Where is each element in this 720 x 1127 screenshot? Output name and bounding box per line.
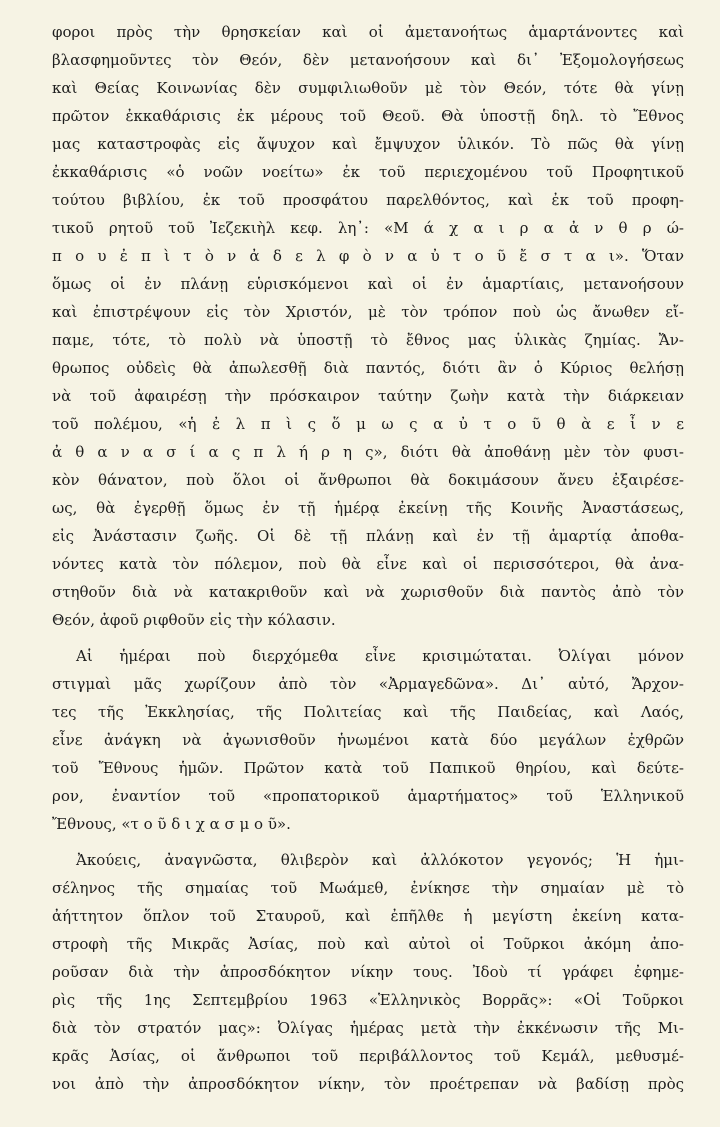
text-line: ροῦσαν διὰ τὴν ἀπροσδόκητον νίκην τους. Ἰδοὺ τί γράφει ἐφημε-	[52, 963, 684, 981]
text-line: ὅμως οἱ ἐν πλάνῃ εὑρισκόμενοι καὶ οἱ ἐν ἁμαρτίαις, μετανοήσουν	[52, 275, 684, 293]
text-line: βλασφημοῦντες τὸν Θεόν, δὲν μετανοήσουν καὶ δι᾽ Ἐξομολογήσεως	[52, 51, 684, 69]
text-line: θρωπος οὐδεὶς θὰ ἀπωλεσθῇ διὰ παντός, διότι ἂν ὁ Κύριος θελήσῃ	[52, 359, 684, 377]
text-line: κὸν θάνατον, ποὺ ὅλοι οἱ ἄνθρωποι θὰ δοκιμάσουν ἄνευ ἐξαιρέσε-	[52, 471, 684, 489]
text-line: διὰ τὸν στρατόν μας»: Ὀλίγας ἡμέρας μετὰ τὴν ἐκκένωσιν τῆς Μι-	[52, 1019, 684, 1037]
text-line: εἰς Ἀνάστασιν ζωῆς. Οἱ δὲ τῇ πλάνῃ καὶ ἐν τῇ ἁμαρτίᾳ ἀποθα-	[52, 527, 684, 545]
paragraph-gap	[52, 838, 684, 846]
text-line: ρον, ἐναντίον τοῦ «προπατορικοῦ ἁμαρτήματος» τοῦ Ἑλληνικοῦ	[52, 787, 684, 805]
text-line: ἐκκαθάρισις «ὁ νοῶν νοείτω» ἐκ τοῦ περιεχομένου τοῦ Προφητικοῦ	[52, 163, 684, 181]
paragraph	[52, 18, 684, 634]
text-line: Θεόν, ἀφοῦ ριφθοῦν εἰς τὴν κόλασιν.	[52, 611, 336, 629]
text-line: τικοῦ ρητοῦ τοῦ Ἰεζεκιὴλ κεφ. λη᾽: «Μ ά χ α ι ρ α ἀ ν θ ρ ώ-	[52, 219, 684, 237]
paragraph	[52, 642, 684, 838]
text-line: ἀ θ α ν α σ ί α ς π λ ή ρ η ς», διότι θὰ ἀποθάνῃ μὲν τὸν φυσι-	[52, 443, 684, 461]
text-line: τούτου βιβλίου, ἐκ τοῦ προσφάτου παρελθόντος, καὶ ἐκ τοῦ προφη-	[52, 191, 684, 209]
text-line: σέληνος τῆς σημαίας τοῦ Μωάμεθ, ἐνίκησε τὴν σημαίαν μὲ τὸ	[52, 879, 684, 897]
paragraph-gap	[52, 634, 684, 642]
text-line: Ἔθνους, «τ ο ῦ δ ι χ α σ μ ο ῦ».	[52, 815, 291, 833]
text-line: τοῦ Ἔθνους ἡμῶν. Πρῶτον κατὰ τοῦ Παπικοῦ θηρίου, καὶ δεύτε-	[52, 759, 684, 777]
text-line: καὶ ἐπιστρέψουν εἰς τὸν Χριστόν, μὲ τὸν τρόπον ποὺ ὡς ἄνωθεν εἴ-	[52, 303, 684, 321]
text-line: τοῦ πολέμου, «ἡ ἐ λ π ὶ ς ὅ μ ω ς α ὐ τ ο ῦ θ ὰ ε ἶ ν ε	[52, 415, 684, 433]
text-line: ἀήττητον ὅπλον τοῦ Σταυροῦ, καὶ ἐπῆλθε ἡ μεγίστη ἐκείνη κατα-	[52, 907, 684, 925]
text-line: ρὶς τῆς 1ης Σεπτεμβρίου 1963 «Ἑλληνικὸς Βορρᾶς»: «Οἱ Τοῦρκοι	[52, 991, 684, 1009]
text-line: κρᾶς Ἀσίας, οἱ ἄνθρωποι τοῦ περιβάλλοντος τοῦ Κεμάλ, μεθυσμέ-	[52, 1047, 684, 1065]
text-line: νοι ἀπὸ τὴν ἀπροσδόκητον νίκην, τὸν προέτρεπαν νὰ βαδίσῃ πρὸς	[52, 1075, 684, 1093]
text-line: Αἱ ἡμέραι ποὺ διερχόμεθα εἶνε κρισιμώταται. Ὀλίγαι μόνον	[76, 647, 684, 665]
text-line: φοροι πρὸς τὴν θρησκείαν καὶ οἱ ἀμετανοήτως ἁμαρτάνοντες καὶ	[52, 23, 684, 41]
text-line: παμε, τότε, τὸ πολὺ νὰ ὑποστῇ τὸ ἔθνος μας ὑλικὰς ζημίας. Ἄν-	[52, 331, 684, 349]
text-line: στιγμαὶ μᾶς χωρίζουν ἀπὸ τὸν «Ἀρμαγεδῶνα». Δι᾽ αὐτό, Ἄρχον-	[52, 675, 684, 693]
text-line: τες τῆς Ἐκκλησίας, τῆς Πολιτείας καὶ τῆς Παιδείας, καὶ Λαός,	[52, 703, 684, 721]
text-line: εἶνε ἀνάγκη νὰ ἀγωνισθοῦν ἡνωμένοι κατὰ δύο μεγάλων ἐχθρῶν	[52, 731, 684, 749]
text-line: νὰ τοῦ ἀφαιρέσῃ τὴν πρόσκαιρον ταύτην ζωὴν κατὰ τὴν διάρκειαν	[52, 387, 684, 405]
text-line: Ἀκούεις, ἀναγνῶστα, θλιβερὸν καὶ ἀλλόκοτον γεγονός; Ἡ ἡμι-	[76, 851, 684, 869]
text-line: στηθοῦν διὰ νὰ κατακριθοῦν καὶ νὰ χωρισθοῦν διὰ παντὸς ἀπὸ τὸν	[52, 583, 684, 601]
body-text	[52, 18, 684, 1098]
text-line: π ο υ ἐ π ὶ τ ὸ ν ἀ δ ε λ φ ὸ ν α ὐ τ ο ῦ ἔ σ τ α ι». Ὅταν	[52, 247, 684, 265]
text-line: πρῶτον ἐκκαθάρισις ἐκ μέρους τοῦ Θεοῦ. Θὰ ὑποστῇ δηλ. τὸ Ἔθνος	[52, 107, 684, 125]
text-line: καὶ Θείας Κοινωνίας δὲν συμφιλιωθοῦν μὲ τὸν Θεόν, τότε θὰ γίνῃ	[52, 79, 684, 97]
text-line: μας καταστροφὰς εἰς ἄψυχον καὶ ἔμψυχον ὑλικόν. Τὸ πῶς θὰ γίνῃ	[52, 135, 684, 153]
text-line: νόντες κατὰ τὸν πόλεμον, ποὺ θὰ εἶνε καὶ οἱ περισσότεροι, θὰ ἀνα-	[52, 555, 684, 573]
paragraph	[52, 846, 684, 1098]
text-line: ως, θὰ ἐγερθῇ ὅμως ἐν τῇ ἡμέρᾳ ἐκείνῃ τῆς Κοινῆς Ἀναστάσεως,	[52, 499, 684, 517]
text-line: στροφὴ τῆς Μικρᾶς Ἀσίας, ποὺ καὶ αὐτοὶ οἱ Τοῦρκοι ἀκόμη ἀπο-	[52, 935, 684, 953]
